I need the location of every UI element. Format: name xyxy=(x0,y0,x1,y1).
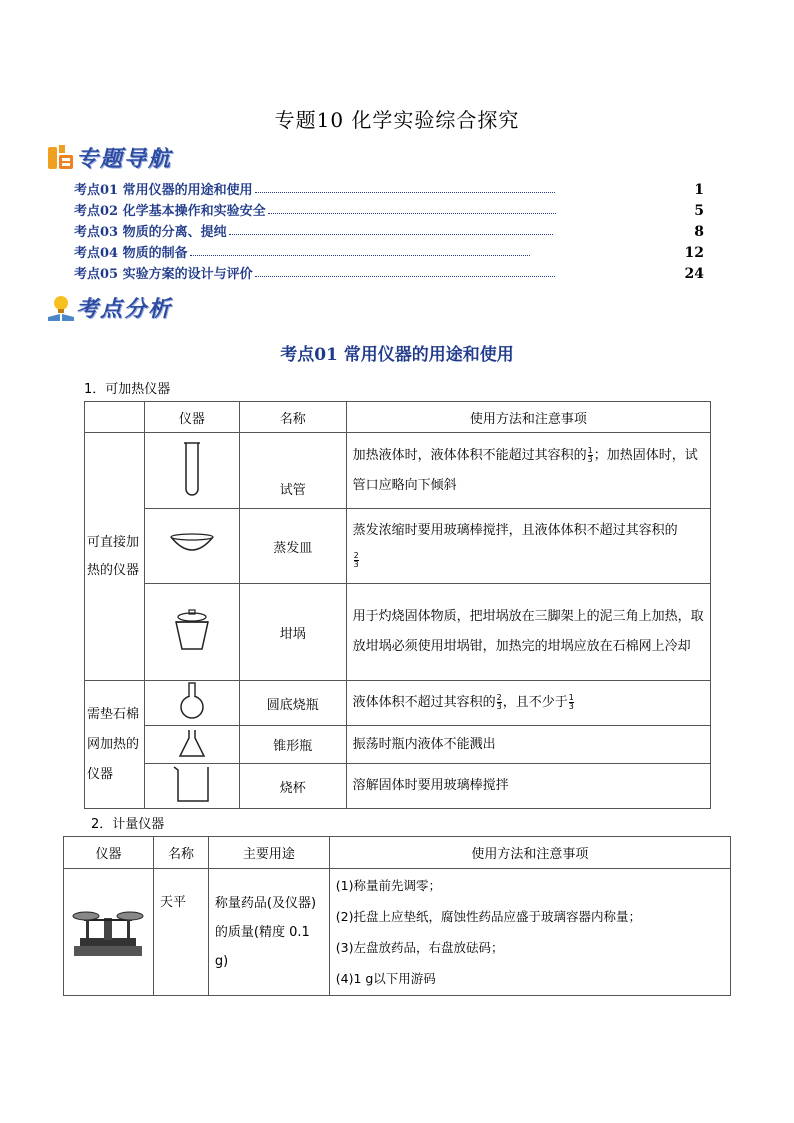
table-row xyxy=(85,764,711,809)
toc-page: 24 xyxy=(684,266,704,282)
fraction: $\frac{1}{3}$ xyxy=(587,445,593,464)
table-row xyxy=(85,433,711,509)
guide-icon xyxy=(46,143,76,173)
nav-banner-text: 专题导航 xyxy=(76,146,173,172)
balance-scale-icon xyxy=(70,900,146,960)
header-cell: 使用方法和注意事项 xyxy=(346,402,710,433)
nav-banner xyxy=(46,142,172,173)
toc-item[interactable] xyxy=(74,262,704,282)
header-cell: 名称 xyxy=(153,837,208,869)
instrument-note xyxy=(346,433,710,509)
note-line: (4)1 g以下用游码 xyxy=(335,971,436,986)
toc-label: 考点05 实验方案的设计与评价 xyxy=(74,267,253,282)
heatable-instruments-table xyxy=(84,401,711,809)
subsection-heading: 2．计量仪器 xyxy=(91,817,165,832)
table-row xyxy=(85,584,711,681)
measuring-instruments-table xyxy=(63,836,731,996)
toc-page: 8 xyxy=(694,224,704,240)
fraction: $\frac{2}{3}$ xyxy=(353,551,359,569)
note-text: ，且不少于 xyxy=(502,695,568,710)
instrument-note: 溶解固体时要用玻璃棒搅拌 xyxy=(346,764,710,809)
instrument-name: 圆底烧瓶 xyxy=(239,681,346,726)
table-row xyxy=(85,726,711,764)
beaker-icon xyxy=(170,764,214,804)
group-label: 可直接加热的仪器 xyxy=(85,433,145,681)
table-header-row xyxy=(85,402,711,433)
instrument-image xyxy=(144,764,239,809)
round-bottom-flask-icon xyxy=(177,681,207,721)
toc-label: 考点02 化学基本操作和实验安全 xyxy=(74,204,266,219)
instrument-image xyxy=(144,433,239,509)
toc-item[interactable] xyxy=(74,220,704,240)
note-text: 液体体积不超过其容积的 xyxy=(352,695,496,710)
toc-leader xyxy=(268,213,556,214)
toc-page: 1 xyxy=(694,182,704,198)
instrument-name: 坩埚 xyxy=(239,584,346,681)
instrument-name: 天平 xyxy=(153,869,208,996)
toc-page: 5 xyxy=(694,203,704,219)
group-label: 需垫石棉网加热的仪器 xyxy=(85,681,145,809)
toc-leader xyxy=(229,234,553,235)
instrument-name: 蒸发皿 xyxy=(239,509,346,584)
instrument-note xyxy=(346,681,710,726)
instrument-name: 锥形瓶 xyxy=(239,726,346,764)
analysis-banner-text: 考点分析 xyxy=(76,296,173,322)
instrument-note: 振荡时瓶内液体不能溅出 xyxy=(346,726,710,764)
toc-item[interactable] xyxy=(74,199,704,219)
header-cell: 使用方法和注意事项 xyxy=(329,837,730,869)
evaporating-dish-icon xyxy=(167,529,217,559)
table-row xyxy=(64,869,731,996)
instrument-image xyxy=(144,509,239,584)
test-tube-icon xyxy=(177,439,207,499)
instrument-use: 称量药品(及仪器)的质量(精度 0.1 g) xyxy=(208,869,329,996)
toc-leader xyxy=(255,192,555,193)
instrument-name: 烧杯 xyxy=(239,764,346,809)
toc-item[interactable] xyxy=(74,241,704,261)
instrument-image xyxy=(64,869,154,996)
table-row xyxy=(85,681,711,726)
header-cell: 仪器 xyxy=(144,402,239,433)
instrument-image xyxy=(144,584,239,681)
header-cell: 仪器 xyxy=(64,837,154,869)
instrument-name: 试管 xyxy=(239,433,346,509)
header-blank xyxy=(85,402,145,433)
toc-item[interactable] xyxy=(74,178,704,198)
toc-page: 12 xyxy=(684,245,704,261)
subsection-heading: 1．可加热仪器 xyxy=(84,382,171,397)
conical-flask-icon xyxy=(177,728,207,758)
toc-label: 考点04 物质的制备 xyxy=(74,246,188,261)
toc-leader xyxy=(190,255,530,256)
page-title: 专题10 化学实验综合探究 xyxy=(274,108,520,132)
instrument-image xyxy=(144,726,239,764)
instrument-notes xyxy=(329,869,730,996)
header-cell: 主要用途 xyxy=(208,837,329,869)
note-text: 加热液体时，液体体积不能超过其容积的 xyxy=(352,447,587,463)
fraction: $\frac{2}{3}$ xyxy=(496,693,502,711)
note-text: 蒸发浓缩时要用玻璃棒搅拌，且液体体积不超过其容积的 xyxy=(352,523,678,538)
table-row xyxy=(85,509,711,584)
toc-label: 考点01 常用仪器的用途和使用 xyxy=(74,183,253,198)
fraction: $\frac{1}{3}$ xyxy=(568,693,574,711)
note-text: ；加热固体时，试管口应略向下倾斜 xyxy=(352,447,698,493)
header-cell: 名称 xyxy=(239,402,346,433)
analysis-banner xyxy=(46,292,172,323)
instrument-note xyxy=(346,509,710,584)
section-title: 考点01 常用仪器的用途和使用 xyxy=(280,345,514,365)
instrument-note: 用于灼烧固体物质，把坩埚放在三脚架上的泥三角上加热，取放坩埚必须使用坩埚钳，加热完的坩埚应放在石棉网上冷却 xyxy=(346,584,710,681)
toc-leader xyxy=(255,276,555,277)
crucible-icon xyxy=(170,607,214,653)
instrument-image xyxy=(144,681,239,726)
note-line: (3)左盘放药品，右盘放砝码； xyxy=(335,940,504,955)
toc-label: 考点03 物质的分离、提纯 xyxy=(74,225,227,240)
note-line: (2)托盘上应垫纸，腐蚀性药品应盛于玻璃容器内称量； xyxy=(335,909,641,924)
lightbulb-book-icon xyxy=(46,293,76,323)
note-line: (1)称量前先调零； xyxy=(335,878,441,893)
table-header-row xyxy=(64,837,731,869)
